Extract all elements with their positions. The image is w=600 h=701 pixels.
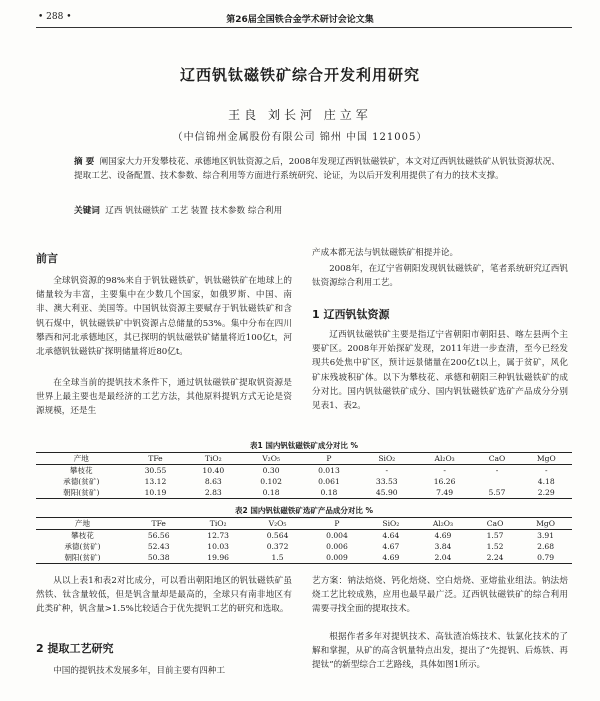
keywords-label: 关键词 (74, 206, 100, 216)
right-paragraph-1: 产成本都无法与钒钛磁铁矿相提并论。 (312, 248, 459, 258)
column-header: MgO (519, 518, 572, 530)
column-header: SiO₂ (367, 518, 415, 530)
table-cell: 0.564 (266, 531, 289, 540)
table-cell: 4.18 (537, 477, 555, 486)
table-1 (36, 452, 572, 499)
table-cell: 3.84 (434, 542, 452, 551)
keywords-text: 辽西 钒钛磁铁矿 工艺 装置 技术参数 综合利用 (105, 206, 283, 216)
table-cell: 4.64 (382, 531, 400, 540)
column-header: Al₂O₃ (415, 518, 471, 530)
table-header-row (36, 453, 572, 465)
abstract-text: 阐国家大力开发攀枝花、承德地区钒钛资源之后，2008年发现辽西钒钛磁铁矿，本文对辽西钒钛磁铁矿从钒钛资源状况、提取工艺、设备配置、技术参数、综合利用等方面进行系统研究、论证，为以后开发利用提供了有力的技术支撑。 (74, 157, 560, 181)
column-header: P (307, 518, 366, 530)
header-rule (36, 27, 572, 28)
table-cell: 0.102 (260, 477, 282, 486)
table-cell: 2.24 (471, 552, 519, 564)
table-cell: 承德(贫矿) (63, 477, 100, 486)
table-cell: 2.68 (537, 542, 555, 551)
column-header: SiO₂ (358, 453, 416, 465)
running-header (0, 10, 600, 28)
table-cell: 2.83 (184, 487, 242, 499)
table-cell: 攀枝花 (71, 531, 94, 540)
table-cell: 19.96 (188, 552, 247, 564)
table-2-caption: 表2 国内钒钛磁铁矿选矿产品成分对比 % (235, 506, 373, 515)
section-2-heading: 2 提取工艺研究 (36, 642, 114, 655)
table-cell: 13.12 (144, 477, 167, 486)
table-cell: - (544, 466, 548, 475)
table-cell: 52.43 (147, 542, 170, 551)
column-header: CaO (471, 518, 519, 530)
table-cell: - (495, 466, 499, 475)
comparison-paragraph: 从以上表1和表2对比成分，可以看出朝阳地区的钒钛磁铁矿虽然铁、钛含量较低，但是钒含量却是最高的，全球只有南非地区有此类矿种，钒含量>1.5%比较适合于优先提钒工艺的研究和选取。 (36, 576, 292, 615)
table-cell: 0.004 (326, 531, 348, 540)
table-cell: 0.013 (318, 466, 340, 475)
table-cell: 0.061 (318, 477, 340, 486)
process-paragraph-1: 艺方案：钠法焙烧、钙化焙烧、空白焙烧、亚熔盐业组法。钠法焙烧工艺比较成熟，应用也最早最广泛。辽西钒钛磁铁矿的综合利用需要寻找全面的提取技术。 (312, 576, 568, 615)
table-cell: 16.26 (433, 477, 456, 486)
table-cell: 4.69 (434, 531, 452, 540)
table-cell: 7.49 (416, 487, 474, 499)
table-cell: 2.29 (521, 487, 573, 499)
table-cell: 33.53 (375, 477, 398, 486)
table-cell: 5.57 (474, 487, 521, 499)
section-1-paragraph: 辽西钒钛磁铁矿主要是指辽宁省朝阳市朝阳县、喀左县两个主要矿区。2008年开始探矿发现，2011年进一步查清，至今已经发现共6处焦中矿区，预计远景储量在200亿t以上，属于贫矿，风化矿床残坡积矿体。以下为攀枝花、承德和朝阳三种钒钛磁铁矿的成分对比。国内钒钛磁铁矿成分、国内钒钛磁铁矿选矿产品成分分别见表1、表2。 (312, 330, 568, 412)
table-cell: 承德(贫矿) (64, 542, 101, 551)
table-cell: 56.56 (147, 531, 170, 540)
table-cell: 0.372 (266, 542, 289, 551)
column-header: P (300, 453, 358, 465)
column-header: TFe (127, 453, 185, 465)
table-cell: 0.18 (242, 487, 300, 499)
table-cell: 0.30 (262, 466, 280, 475)
table-cell: 10.03 (207, 542, 230, 551)
authors: 王良 刘长河 庄立军 (228, 108, 372, 122)
table-cell: 45.90 (358, 487, 416, 499)
table-cell: 1.5 (248, 552, 307, 564)
table-cell: 10.40 (202, 466, 225, 475)
column-header: 产地 (36, 518, 129, 530)
table-cell: 10.19 (127, 487, 185, 499)
table-cell: 12.73 (207, 531, 230, 540)
table-row (36, 552, 572, 564)
journal-title: 第26届全国铁合金学术研讨会论文集 (226, 15, 374, 25)
table-cell: 朝阳(贫矿) (36, 487, 127, 499)
column-header: TiO₂ (188, 518, 247, 530)
table-cell: 0.18 (300, 487, 358, 499)
table-cell: 1.57 (486, 531, 504, 540)
table-cell: 2.04 (415, 552, 471, 564)
column-header: 产地 (36, 453, 127, 465)
process-paragraph-2: 根据作者多年对提钒技术、高钛渣冶炼技术、钛氯化技术的了解和掌握，从矿的高含钒量特点出发，提出了“先提钒、后炼铁、再提钛”的新型综合工艺路线，具体如图1所示。 (312, 632, 568, 671)
table-cell: 朝阳(贫矿) (36, 552, 129, 564)
table-cell: 50.38 (129, 552, 188, 564)
page-number: • 288 • (38, 12, 72, 22)
table-cell: 8.63 (204, 477, 222, 486)
right-paragraph-2: 2008年，在辽宁省朝阳发现钒钛磁铁矿，笔者系统研究辽西钒钛资源综合利用工艺。 (312, 264, 568, 289)
table-cell: - (385, 466, 389, 475)
column-header: TFe (129, 518, 188, 530)
affiliation: （中信锦州金属股份有限公司 锦州 中国 121005） (172, 132, 428, 143)
table-cell: 0.006 (326, 542, 348, 551)
table-cell: 30.55 (144, 466, 167, 475)
abstract-label: 摘 要 (74, 157, 95, 167)
column-header: CaO (474, 453, 521, 465)
table-cell: 0.79 (519, 552, 572, 564)
section-2-paragraph: 中国的提钒技术发展多年，目前主要有四种工 (53, 666, 226, 676)
table-cell: 3.91 (537, 531, 555, 540)
intro-paragraph-2: 在全球当前的提钒技术条件下，通过钒钛磁铁矿提取钒资源是世界上最主要也是最经济的工艺方法，其他原料提钒方式无论是资源规模，还是生 (36, 378, 292, 417)
column-header: V₂O₅ (242, 453, 300, 465)
keywords (74, 204, 564, 218)
table-cell: 1.52 (486, 542, 504, 551)
table-cell: 攀枝花 (69, 466, 93, 475)
table-row (36, 487, 572, 499)
intro-heading: 前言 (36, 252, 58, 265)
column-header: MgO (521, 453, 573, 465)
table-header-row (36, 518, 572, 530)
table-row (36, 476, 572, 487)
table-row (36, 530, 572, 542)
table-row (36, 541, 572, 552)
table-cell: 0.009 (307, 552, 366, 564)
column-header: V₂O₅ (248, 518, 307, 530)
column-header: TiO₂ (184, 453, 242, 465)
intro-paragraph-1: 全球钒资源的98%来自于钒钛磁铁矿，钒钛磁铁矿在地球上的储量较为丰富，主要集中在少数几个国家，如俄罗斯、中国、南非、澳大利亚、美国等。中国钒钛资源主要赋存于钒钛磁铁矿和含钒石煤中，钒钛磁铁矿中钒资源占总储量的53%。集中分布在四川攀西和河北承德地区，其已探明的钒钛磁铁矿储量将近100亿t，河北承德钒钛磁铁矿探明储量将近80亿t。 (36, 276, 292, 358)
table-cell: 4.67 (382, 542, 400, 551)
section-1-heading: 1 辽西钒钛资源 (312, 308, 390, 321)
paper-title: 辽西钒钛磁铁矿综合开发利用研究 (179, 66, 420, 84)
table-1-caption: 表1 国内钒钛磁铁矿成分对比 % (250, 441, 358, 450)
abstract (74, 155, 564, 183)
column-header: Al₂O₃ (416, 453, 474, 465)
table-cell: 4.69 (367, 552, 415, 564)
table-2 (36, 517, 572, 564)
table-cell: - (443, 466, 446, 475)
table-row (36, 465, 572, 477)
table-cell (474, 476, 521, 487)
